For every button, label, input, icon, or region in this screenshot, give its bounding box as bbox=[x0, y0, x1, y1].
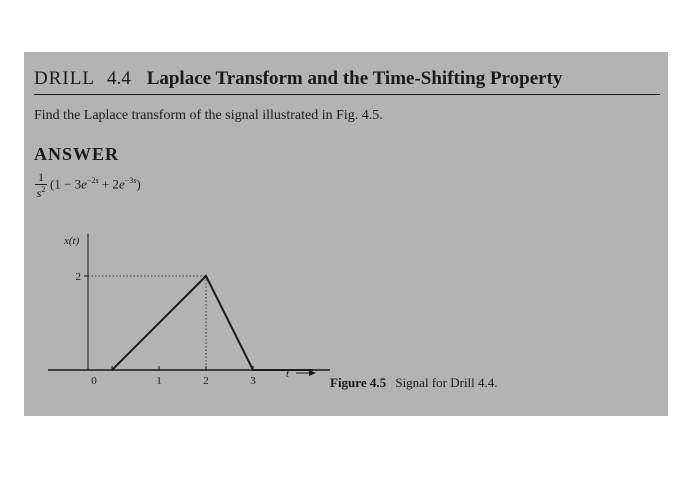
x-tick-label: 1 bbox=[156, 375, 162, 387]
drill-prompt: Find the Laplace transform of the signal illustrated in Fig. 4.5. bbox=[34, 108, 383, 123]
figure-caption-text: Signal for Drill 4.4. bbox=[395, 375, 498, 390]
drill-title: Laplace Transform and the Time-Shifting Property bbox=[146, 68, 563, 89]
figure-caption bbox=[330, 375, 498, 391]
x-ticks bbox=[91, 366, 256, 387]
drill-panel: DRILL 4.4 Laplace Transform and the Time-Shifting Property Find the Laplace transform of the signal illustrated in Fig. 4.5. ANSWER 1 $s^2$ $(1 - 3e^{-2s} + 2e^{-3s})$ x(t) 0 1 2 3 2 t Figure 4.5 Signal for Drill 4.4. bbox=[24, 52, 668, 416]
y-ticks bbox=[76, 271, 82, 283]
plot-axes bbox=[48, 234, 330, 370]
figure-caption-label: Figure 4.5 bbox=[330, 375, 387, 390]
formula-expression: $(1 - 3e^{-2s} + 2e^{-3s})$ bbox=[50, 176, 141, 192]
guide-lines bbox=[88, 276, 206, 370]
signal-line bbox=[112, 276, 313, 370]
x-axis-label: t bbox=[286, 368, 290, 380]
signal-plot bbox=[48, 234, 330, 394]
answer-heading: ANSWER bbox=[34, 144, 120, 164]
x-tick-label: 3 bbox=[250, 375, 256, 387]
y-axis-label: x(t) bbox=[64, 235, 80, 247]
drill-heading bbox=[34, 68, 660, 95]
drill-number: 4.4 bbox=[106, 68, 131, 89]
drill-label: DRILL bbox=[34, 68, 95, 89]
x-tick-label: 2 bbox=[203, 375, 209, 387]
x-tick-label: 0 bbox=[91, 375, 97, 387]
y-tick-label: 2 bbox=[75, 271, 81, 283]
